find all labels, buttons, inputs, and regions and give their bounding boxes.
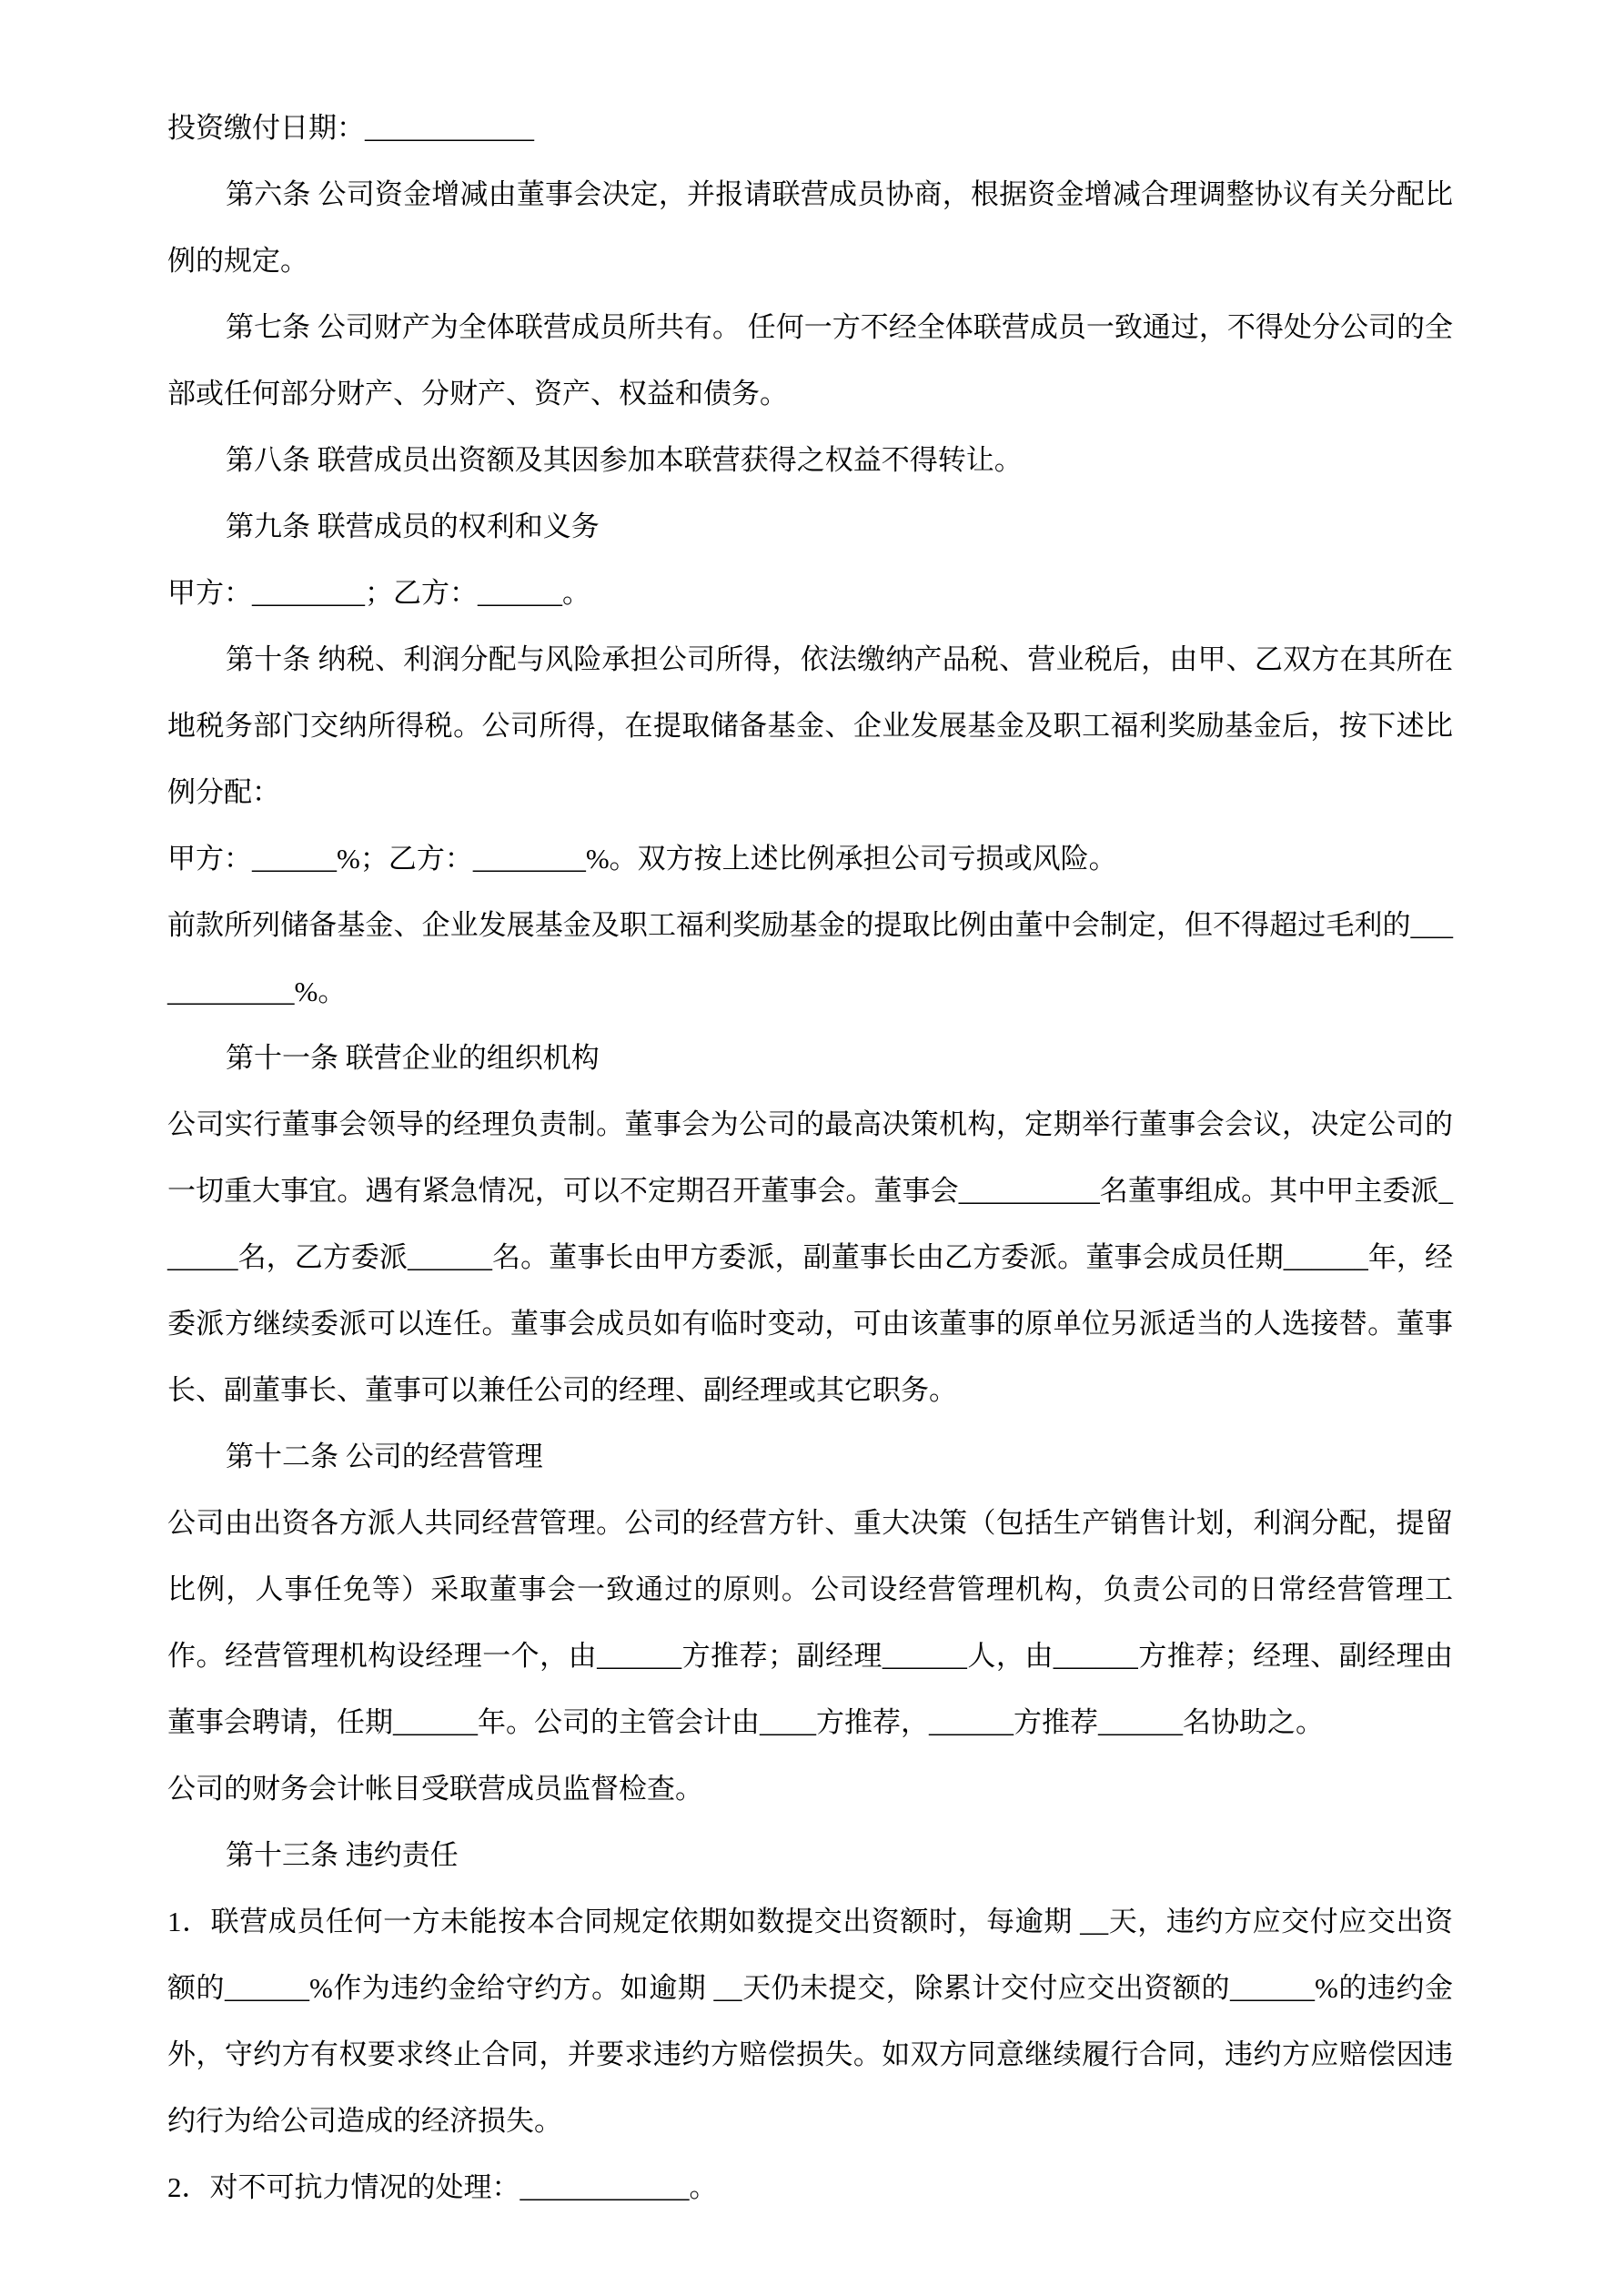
clause-7: 第七条 公司财产为全体联营成员所共有。 任何一方不经全体联营成员一致通过，不得处分公司的全部或任何部分财产、分财产、资产、权益和债务。 [167, 311, 1453, 410]
clause-8: 第八条 联营成员出资额及其因参加本联营获得之权益不得转让。 [226, 444, 1023, 476]
clause-12-heading: 第十二条 公司的经营管理 [226, 1441, 543, 1472]
investment-payment-date: 投资缴付日期：____________ [167, 112, 534, 144]
clause-9-parties: 甲方：________；乙方：______。 [167, 577, 590, 609]
clause-12-audit: 公司的财务会计帐目受联营成员监督检查。 [167, 1773, 703, 1805]
clause-10: 第十条 纳税、利润分配与风险承担公司所得，依法缴纳产品税、营业税后，由甲、乙双方在其所在地税务部门交纳所得税。公司所得，在提取储备基金、企业发展基金及职工福利奖励基金后，按下述比例分配： [167, 643, 1453, 808]
clause-10-fund-limit: 前款所列储备基金、企业发展基金及职工福利奖励基金的提取比例由董中会制定，但不得超过毛利的____________%。 [167, 909, 1453, 1007]
clause-12-body: 公司由出资各方派人共同经营管理。公司的经营方针、重大决策（包括生产销售计划，利润分配，提留比例，人事任免等）采取董事会一致通过的原则。公司设经营管理机构，负责公司的日常经营管理工作。经营管理机构设经理一个，由______方推荐；副经理______人，由______方推荐；经理、副经理由董事会聘请，任期______年。公司的主管会计由____方推荐，______方推荐______名协助之。 [167, 1507, 1453, 1738]
clause-11-heading: 第十一条 联营企业的组织机构 [226, 1042, 600, 1074]
clause-13-item-2: 2．对不可抗力情况的处理：____________。 [167, 2171, 718, 2203]
document-body [167, 95, 1453, 2220]
clause-13-heading: 第十三条 违约责任 [226, 1839, 459, 1871]
clause-9-heading: 第九条 联营成员的权利和义务 [226, 511, 600, 542]
clause-13-item-1: 1．联营成员任何一方未能按本合同规定依期如数提交出资额时，每逾期 __天，违约方应交付应交出资额的______%作为违约金给守约方。如逾期 __天仍未提交，除累计交付应交出资额的______%的违约金外，守约方有权要求终止合同，并要求违约方赔偿损失。如双方同意继续履行合同，违约方应赔偿因违约行为给公司造成的经济损失。 [167, 1906, 1453, 2137]
clause-11-body: 公司实行董事会领导的经理负责制。董事会为公司的最高决策机构，定期举行董事会会议，决定公司的一切重大事宜。遇有紧急情况，可以不定期召开董事会。董事会__________名董事组成。其中甲主委派______名，乙方委派______名。董事长由甲方委派，副董事长由乙方委派。董事会成员任期______年，经委派方继续委派可以连任。董事会成员如有临时变动，可由该董事的原单位另派适当的人选接替。董事长、副董事长、董事可以兼任公司的经理、副经理或其它职务。 [167, 1108, 1453, 1406]
clause-6: 第六条 公司资金增减由董事会决定，并报请联营成员协商，根据资金增减合理调整协议有关分配比例的规定。 [167, 178, 1453, 277]
clause-10-ratio: 甲方：______%；乙方：________%。双方按上述比例承担公司亏损或风险。 [167, 843, 1117, 875]
